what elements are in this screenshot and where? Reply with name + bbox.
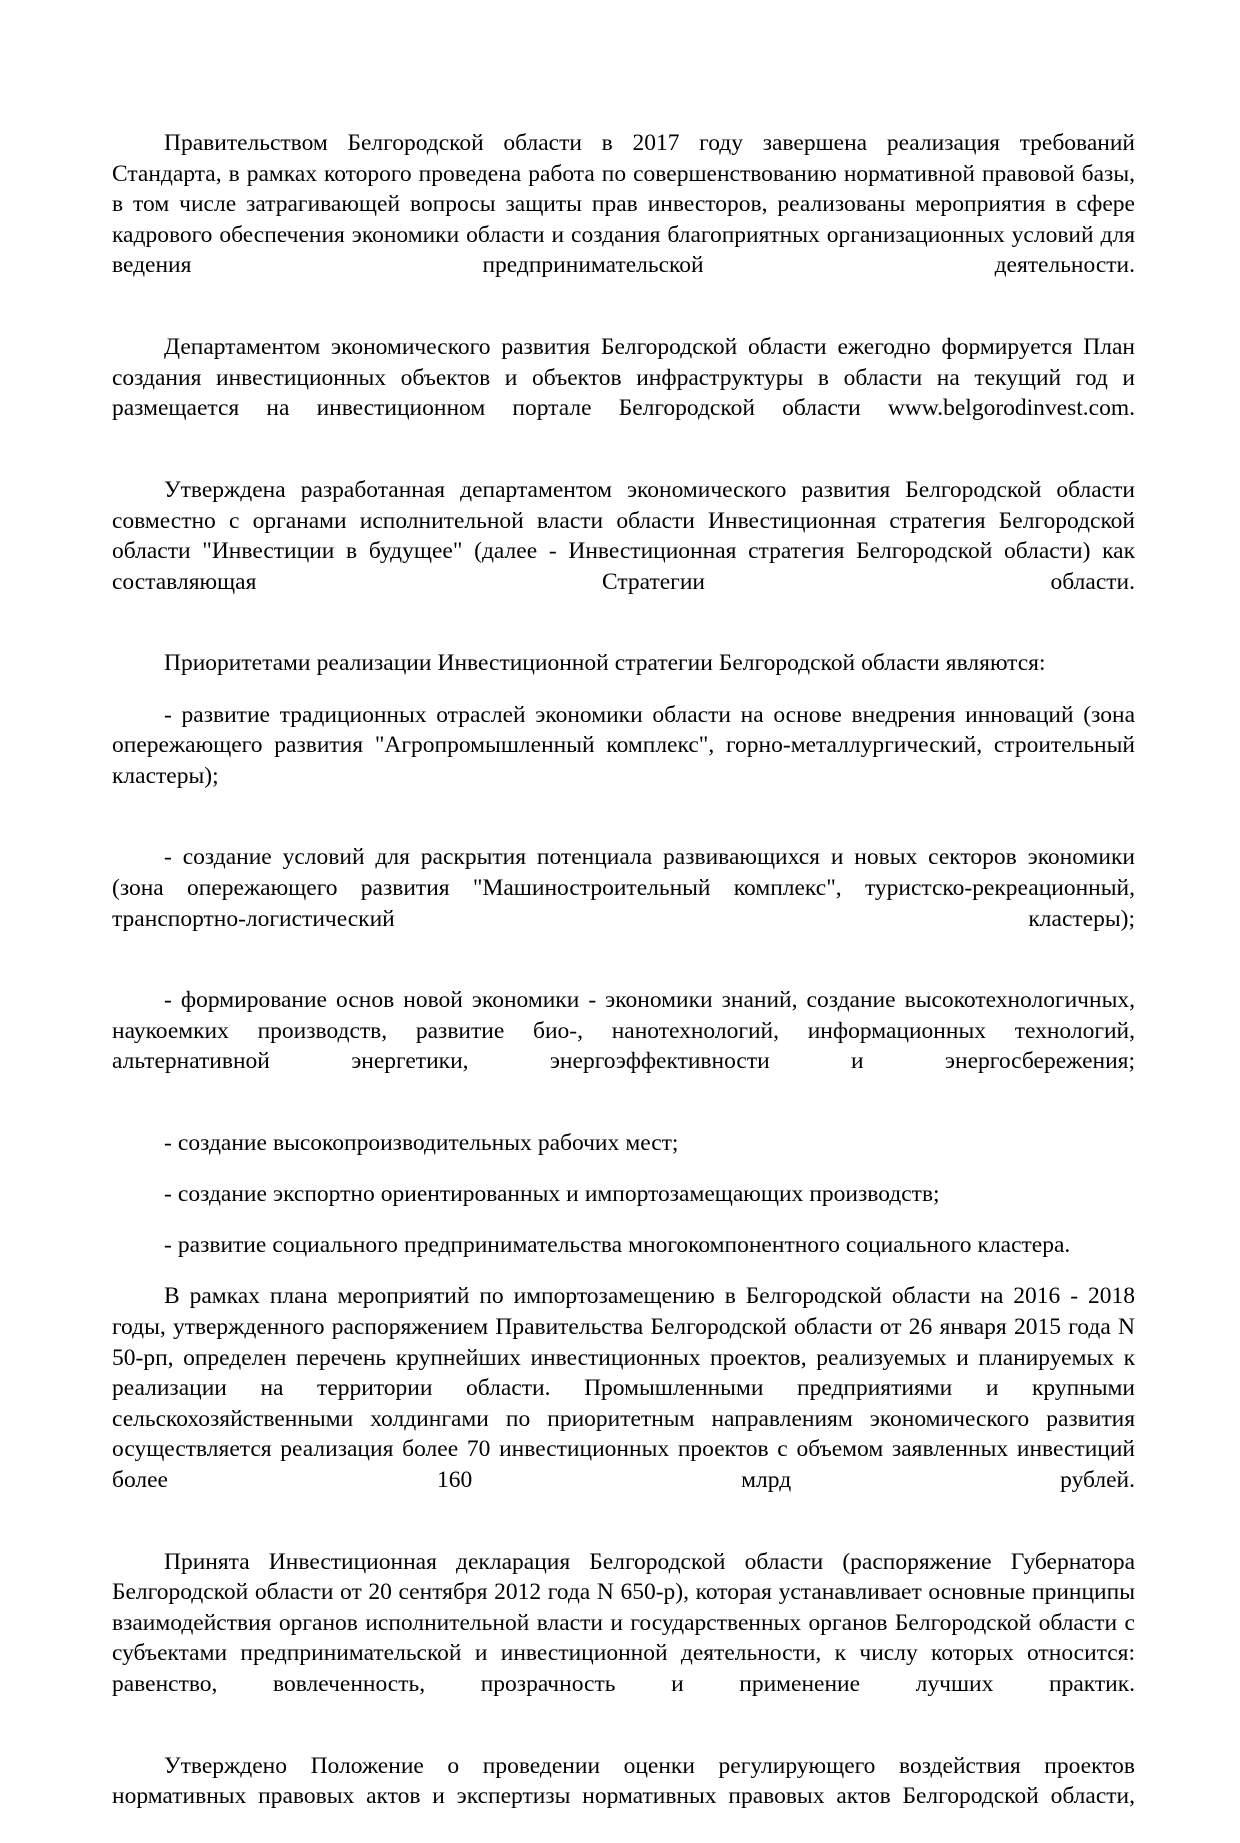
bullet-social-entrepreneurship: - развитие социального предпринимательства многокомпонентного социального кластера. [164,1232,1071,1259]
bullet-high-productivity-jobs: - создание высокопроизводительных рабочих мест; [164,1130,679,1157]
paragraph-investment-strategy-approved: Утверждена разработанная департаментом экономического развития Белгородской области совместно с органами исполнительной власти области Инвестиционная стратегия Белгородской области "Инвестиции в будущее" (далее - Инвестиционная стратегия Белгородской области) как составляющая Стратегии области. [112,476,1135,595]
bullet-export-import-substitution: - создание экспортно ориентированных и импортозамещающих производств; [164,1181,940,1208]
paragraph-import-substitution-plan: В рамках плана мероприятий по импортозамещению в Белгородской области на 2016 - 2018 годы, утвержденного распоряжением Правительства Белгородской области от 26 января 2015 года N 50-рп, определен перечень крупнейших инвестиционных проектов, реализуемых и планируемых к реализации на территории области. Промышленными предприятиями и крупными сельскохозяйственными холдингами по приоритетным направлениям экономического развития осуществляется реализация более 70 инвестиционных проектов с объемом заявленных инвестиций более 160 млрд рублей. [112,1283,1135,1493]
paragraph-investment-declaration: Принята Инвестиционная декларация Белгородской области (распоряжение Губернатора Белгородской области от 20 сентября 2012 года N 650-р), которая устанавливает основные принципы взаимодействия органов исполнительной власти и государственных органов Белгородской области с субъектами предпринимательской и инвестиционной деятельности, к числу которых относится: равенство, вовлеченность, прозрачность и применение лучших практик. [112,1548,1135,1698]
bullet-knowledge-economy: - формирование основ новой экономики - экономики знаний, создание высокотехнологичных, наукоемких производств, развитие био-, нанотехнологий, информационных технологий, альтернативной энергетики, энергоэффективности и энергосбережения; [112,987,1135,1075]
paragraph-priorities-intro: Приоритетами реализации Инвестиционной стратегии Белгородской области являются: [164,650,1046,677]
paragraph-government-standard: Правительством Белгородской области в 2017 году завершена реализация требований Стандарта, в рамках которого проведена работа по совершенствованию нормативной правовой базы, в том числе затрагивающей вопросы защиты прав инвесторов, реализованы мероприятия в сфере кадрового обеспечения экономики области и создания благоприятных организационных условий для ведения предпринимательской деятельности. [112,130,1135,279]
bullet-traditional-sectors: - развитие традиционных отраслей экономики области на основе внедрения инноваций (зона опережающего развития "Агропромышленный комплекс", горно-металлургический, строительный кластеры); [112,701,1135,789]
bullet-new-sectors: - создание условий для раскрытия потенциала развивающихся и новых секторов экономики (зона опережающего развития "Машиностроительный комплекс", туристско-рекреационный, транспортно-логистический кластеры); [112,844,1135,932]
document-body [112,128,1135,1843]
paragraph-regulatory-impact-assessment: Утверждено Положение о проведении оценки регулирующего воздействия проектов нормативных правовых актов и экспертизы нормативных правовых актов Белгородской области, [112,1752,1135,1810]
paragraph-investment-plan-portal: Департаментом экономического развития Белгородской области ежегодно формируется План создания инвестиционных объектов и объектов инфраструктуры в области на текущий год и размещается на инвестиционном портале Белгородской области www.belgorodinvest.com. [112,334,1135,422]
